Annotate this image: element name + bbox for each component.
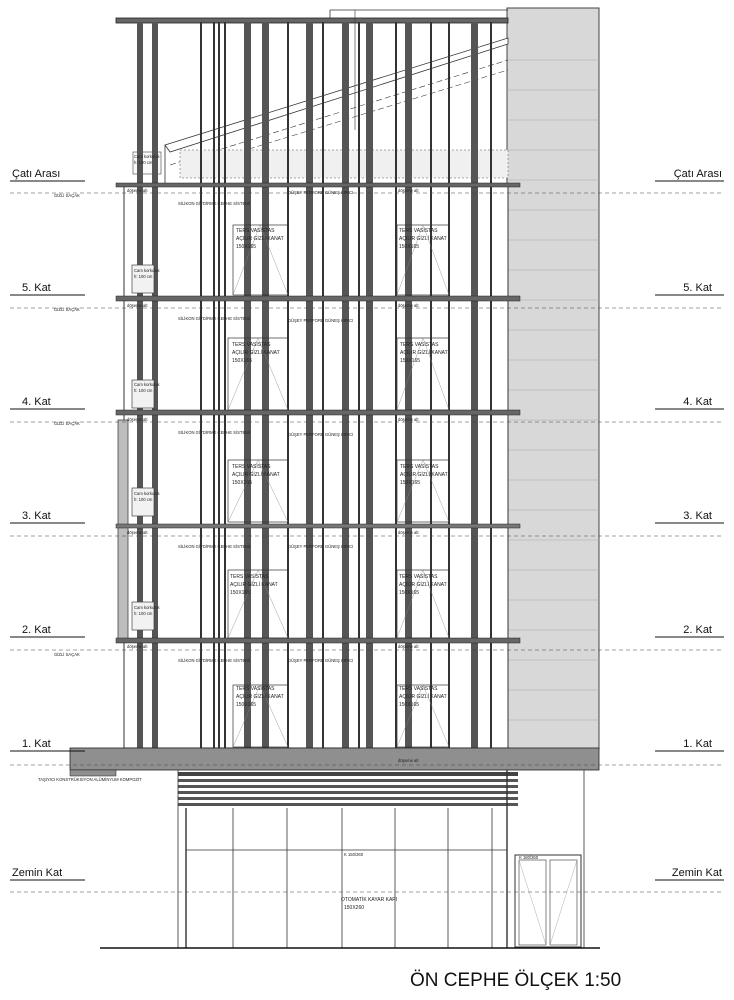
note-railing-height: h: 100 cm xyxy=(134,388,153,393)
note-window-line2: AÇILIR GİZLİ KANAT xyxy=(399,582,447,588)
note-sunshade: DÜŞEY PERFORE GÜNEŞ KIRICI xyxy=(288,544,354,549)
note-window-line1: TERS VASİSTAS xyxy=(400,342,439,348)
note-flush-edge: döşeme alt xyxy=(127,644,148,649)
note-window-line1: TERS VASİSTAS xyxy=(232,342,271,348)
note-glass-railing: Cam korkuluk xyxy=(134,268,160,273)
level-label-2-right: 2. Kat xyxy=(683,624,712,636)
note-window-size: 150X165 xyxy=(232,358,253,364)
note-eave: GİZLİ SAÇAK xyxy=(54,652,80,657)
note-window-line2: AÇILIR GİZLİ KANAT xyxy=(399,236,447,242)
level-label-ground-left: Zemin Kat xyxy=(12,867,63,879)
note-window-size: 150X165 xyxy=(399,590,420,596)
note-curtain-wall: SİLİKON GİYDİRME CEPHE SİSTEMİ xyxy=(178,658,250,663)
level-label-attic-left: Çatı Arası xyxy=(12,168,61,180)
note-sunshade: DÜŞEY PERFORE GÜNEŞ KIRICI xyxy=(288,318,354,323)
note-flush-edge: döşeme alt xyxy=(398,644,419,649)
note-flush-edge: döşeme alt xyxy=(398,303,419,308)
note-glass-railing: Cam korkuluk xyxy=(134,491,160,496)
note-railing-height: h: 100 cm xyxy=(134,160,153,165)
level-label-4-right: 4. Kat xyxy=(683,396,712,408)
note-sunshade: DÜŞEY PERFORE GÜNEŞ KIRICI xyxy=(288,658,354,663)
note-window-line1: TERS VASİSTAS xyxy=(399,574,438,580)
note-window-line1: TERS VASİSTAS xyxy=(230,574,269,580)
note-flush-edge: döşeme alt xyxy=(127,530,148,535)
note-window-size: 150X165 xyxy=(230,590,251,596)
note-curtain-wall: SİLİKON GİYDİRME CEPHE SİSTEMİ xyxy=(178,316,250,321)
note-flush-edge: döşeme alt xyxy=(398,417,419,422)
side-wall xyxy=(507,8,599,749)
note-door-tag-side: K 180/260 xyxy=(519,855,539,860)
note-window-size: 150X165 xyxy=(236,702,257,708)
note-window-line2: AÇILIR GİZLİ KANAT xyxy=(236,694,284,700)
note-window-line2: AÇILIR GİZLİ KANAT xyxy=(400,472,448,478)
note-door-tag-main: K 150/260 xyxy=(344,852,364,857)
note-sunshade: DÜŞEY PERFORE GÜNEŞ KIRICI xyxy=(288,190,354,195)
note-window-size: 150X165 xyxy=(232,480,253,486)
level-label-2-left: 2. Kat xyxy=(22,624,51,636)
note-flush-edge: döşeme alt xyxy=(127,417,148,422)
note-glass-railing: Cam korkuluk xyxy=(134,605,160,610)
note-window-line1: TERS VASİSTAS xyxy=(399,686,438,692)
note-window-line2: AÇILIR GİZLİ KANAT xyxy=(236,236,284,242)
note-window-line2: AÇILIR GİZLİ KANAT xyxy=(232,472,280,478)
note-window-line1: TERS VASİSTAS xyxy=(236,686,275,692)
level-labels-right xyxy=(655,168,724,880)
note-window-line2: AÇILIR GİZLİ KANAT xyxy=(232,350,280,356)
level-label-1-left: 1. Kat xyxy=(22,738,51,750)
note-window-size: 150X165 xyxy=(236,244,257,250)
note-window-size: 150X165 xyxy=(399,244,420,250)
note-window-size: 150X165 xyxy=(400,480,421,486)
note-sunshade: DÜŞEY PERFORE GÜNEŞ KIRICI xyxy=(288,432,354,437)
level-label-5-right: 5. Kat xyxy=(683,282,712,294)
note-window-line1: TERS VASİSTAS xyxy=(236,228,275,234)
note-window-line2: AÇILIR GİZLİ KANAT xyxy=(399,694,447,700)
note-railing-height: h: 100 cm xyxy=(134,274,153,279)
note-window-line1: TERS VASİSTAS xyxy=(232,464,271,470)
note-curtain-wall: SİLİKON GİYDİRME CEPHE SİSTEMİ xyxy=(178,544,250,549)
level-label-5-left: 5. Kat xyxy=(22,282,51,294)
note-window-size: 150X165 xyxy=(400,358,421,364)
note-flush-edge: döşeme alt xyxy=(398,530,419,535)
note-glass-railing: Cam korkuluk xyxy=(134,382,160,387)
note-flush-edge: döşeme alt xyxy=(127,188,148,193)
note-railing-height: h: 100 cm xyxy=(134,497,153,502)
note-eave: GİZLİ SAÇAK xyxy=(54,193,80,198)
level-label-attic-right: Çatı Arası xyxy=(673,168,722,180)
level-label-ground-right: Zemin Kat xyxy=(671,867,722,879)
level-label-3-right: 3. Kat xyxy=(683,510,712,522)
note-glass-railing: Cam korkuluk xyxy=(134,154,160,159)
note-window-line2: AÇILIR GİZLİ KANAT xyxy=(230,582,278,588)
note-curtain-wall: SİLİKON GİYDİRME CEPHE SİSTEMİ xyxy=(178,430,250,435)
note-composite: TAŞIYICI KONSTRÜKSİYON ALÜMİNYUM KOMPOZİT xyxy=(38,777,142,782)
note-eave: GİZLİ SAÇAK xyxy=(54,421,80,426)
note-window-line1: TERS VASİSTAS xyxy=(400,464,439,470)
level-label-4-left: 4. Kat xyxy=(22,396,51,408)
drawing-title: ÖN CEPHE ÖLÇEK 1:50 xyxy=(410,970,622,991)
note-flush-edge: döşeme alt xyxy=(127,303,148,308)
note-flush-edge: döşeme alt xyxy=(398,758,419,763)
note-auto-door-size: 150X260 xyxy=(344,905,365,911)
note-window-line2: AÇILIR GİZLİ KANAT xyxy=(400,350,448,356)
note-eave: GİZLİ SAÇAK xyxy=(54,307,80,312)
note-curtain-wall: SİLİKON GİYDİRME CEPHE SİSTEMİ xyxy=(178,201,250,206)
note-auto-door: OTOMATİK KAYAR KAPI xyxy=(341,897,398,903)
note-railing-height: h: 100 cm xyxy=(134,611,153,616)
note-flush-edge: döşeme alt xyxy=(398,188,419,193)
note-window-line1: TERS VASİSTAS xyxy=(399,228,438,234)
level-label-1-right: 1. Kat xyxy=(683,738,712,750)
level-label-3-left: 3. Kat xyxy=(22,510,51,522)
note-window-size: 150X165 xyxy=(399,702,420,708)
